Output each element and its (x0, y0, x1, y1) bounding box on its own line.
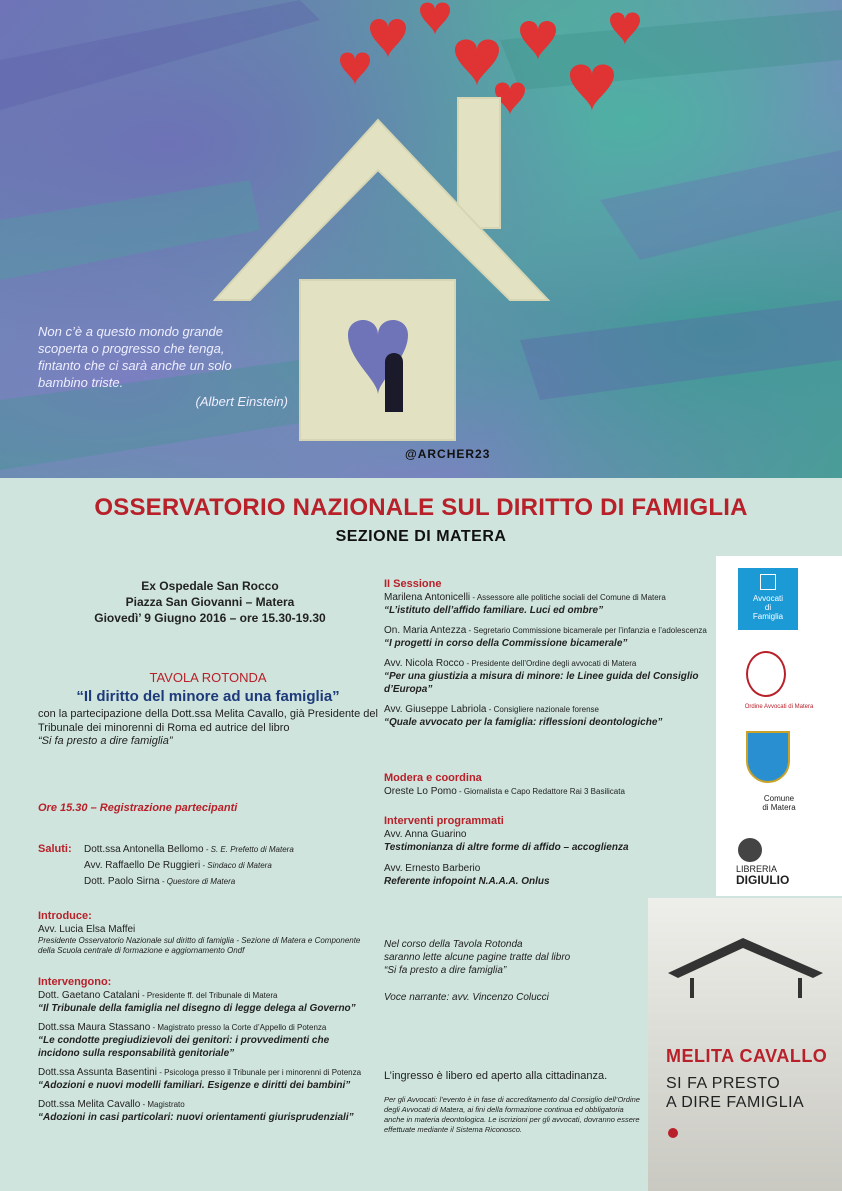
saluti-heading: Saluti: (38, 843, 72, 855)
registration-time: Ore 15.30 – Registrazione partecipanti (38, 802, 238, 814)
speaker-item: Avv. Nicola Rocco - Presidente dell’Ordine degli avvocati di Matera “Per una giustizia a misura di minore: le Linee guida del Consiglio d’Europa” (384, 658, 699, 695)
speaker-item: Dott.ssa Melita Cavallo - Magistrato “Adozioni in casi particolari: nuovi orientamenti giurisprudenziali” (38, 1099, 354, 1123)
quote-line: bambino triste. (38, 375, 124, 390)
building-icon (760, 574, 776, 590)
intervengono-heading: Intervengono: (38, 976, 112, 988)
programmed-item: Avv. Anna Guarino Testimonianza di altre forme di affido – accoglienza (384, 829, 629, 853)
accreditation-note: Per gli Avvocati: l’evento è in fase di accreditamento dal Consiglio dell’Ordine degli Avvocati di Matera, ai fini della formazione continua ed obbligatoria anche in materia deontologica. Le iscrizioni per gli avvocati, dovranno essere effettuate mediante il Sistema Riconosco. (384, 1095, 640, 1134)
artwork-banner (0, 0, 842, 478)
quote-author: (Albert Einstein) (195, 394, 288, 409)
saluti-item: Avv. Raffaello De Ruggieri - Sindaco di Matera (84, 860, 272, 871)
ordine-seal-icon (746, 651, 786, 697)
ordine-logo-label: Ordine Avvocati di Matera (744, 704, 814, 710)
moderator-role: - Giornalista e Capo Redattore Rai 3 Basilicata (456, 787, 625, 796)
introduce-role: Presidente Osservatorio Nazionale sul diritto di famiglia - Sezione di Matera e Componente della Scuola centrale di formazione e aggiornamento Ondf (38, 936, 361, 955)
introduce-name: Avv. Lucia Elsa Maffei (38, 924, 136, 935)
programmed-section (384, 815, 714, 888)
sponsor-logos (716, 556, 842, 896)
saluti-section (38, 843, 368, 887)
page-title: OSSERVATORIO NAZIONALE SUL DIRITTO DI FAMIGLIA (94, 494, 748, 521)
venue-date: Giovedì’ 9 Giugno 2016 – ore 15.30-19.30 (94, 611, 326, 625)
speaker-item: Avv. Giuseppe Labriola - Consigliere nazionale forense “Quale avvocato per la famiglia: riflessioni deontologiche” (384, 704, 663, 728)
moderator-name: Oreste Lo Pomo (384, 786, 457, 797)
roundtable-title: “Il diritto del minore ad una famiglia” (76, 688, 340, 705)
roundtable-label: TAVOLA ROTONDA (149, 670, 267, 685)
avvocati-famiglia-logo: Avvocati di Famiglia (738, 568, 798, 630)
libreria-icon (738, 838, 762, 862)
programmed-item: Avv. Ernesto Barberio Referente infopoint N.A.A.A. Onlus (384, 863, 550, 887)
moderator-heading: Modera e coordina (384, 772, 482, 784)
venue-block (60, 578, 360, 626)
roundtable-book: “Si fa presto a dire famiglia” (38, 735, 173, 747)
reading-book: “Si fa presto a dire famiglia” (384, 965, 507, 976)
quote-line: fintanto che ci sarà anche un solo (38, 358, 232, 373)
book-author: MELITA CAVALLO (666, 1046, 828, 1066)
saluti-item: Dott. Paolo Sirna - Questore di Matera (84, 876, 236, 887)
matera-crest-icon (746, 731, 790, 783)
venue-address: Piazza San Giovanni – Matera (125, 595, 295, 609)
reading-line: Nel corso della Tavola Rotonda (384, 939, 523, 950)
speaker-item: Dott. Gaetano Catalani - Presidente ff. del Tribunale di Matera “Il Tribunale della famiglia nel disegno di legge delega al Governo” (38, 990, 356, 1014)
moderator-section (384, 772, 714, 798)
venue-name: Ex Ospedale San Rocco (141, 579, 279, 593)
speaker-item: Marilena Antonicelli - Assessore alle politiche sociali del Comune di Matera “L’istituto dell’affido familiare. Luci ed ombre” (384, 592, 666, 616)
house-roof-illustration (648, 898, 842, 1038)
session2-heading: II Sessione (384, 578, 442, 590)
reading-narrator: Voce narrante: avv. Vincenzo Colucci (384, 992, 549, 1003)
speaker-item: On. Maria Antezza - Segretario Commissione bicamerale per l’infanzia e l’adolescenza “I progetti in corso della Commissione bicamerale” (384, 625, 707, 649)
speaker-item: Dott.ssa Assunta Basentini - Psicologa presso il Tribunale per i minorenni di Potenza “Adozioni e nuovi modelli familiari. Esigenze e diritti dei bambini” (38, 1067, 362, 1091)
artist-signature: @ARCHER23 (405, 447, 491, 461)
speaker-item: Dott.ssa Maura Stassano - Magistrato presso la Corte d’Appello di Potenza “Le condotte pregiudizievoli dei genitori: i provvedimenti che incidono sulla responsabilità genitoriale” (38, 1022, 330, 1059)
roundtable-desc: con la partecipazione della Dott.ssa Melita Cavallo, già Presidente del Tribunale dei minorenni di Roma ed autrice del libro (38, 708, 378, 734)
book-cover (648, 898, 842, 1191)
libreria-logo-label: LIBRERIA DIGIULIO (736, 864, 790, 887)
quote-line: Non c’è a questo mondo grande (38, 324, 224, 339)
session2-section (384, 578, 714, 729)
quote-line: scoperta o progresso che tenga, (38, 341, 225, 356)
introduce-section (38, 910, 373, 956)
roundtable-block (38, 670, 378, 747)
reading-section (384, 938, 644, 1004)
access-note: L’ingresso è libero ed aperto alla cittadinanza. (384, 1070, 608, 1082)
introduce-heading: Introduce: (38, 910, 92, 922)
einstein-quote (38, 323, 298, 410)
saluti-item: Dott.ssa Antonella Bellomo - S. E. Prefetto di Matera (84, 844, 294, 855)
intervengono-section (38, 976, 373, 1124)
page-subtitle: SEZIONE DI MATERA (335, 528, 507, 545)
reading-line: saranno lette alcune pagine tratte dal libro (384, 952, 571, 963)
comune-logo-label: Comune di Matera (762, 794, 796, 812)
publisher-icon (668, 1128, 678, 1138)
book-title: SI FA PRESTO A DIRE FAMIGLIA (666, 1075, 805, 1111)
programmed-heading: Interventi programmati (384, 815, 504, 827)
